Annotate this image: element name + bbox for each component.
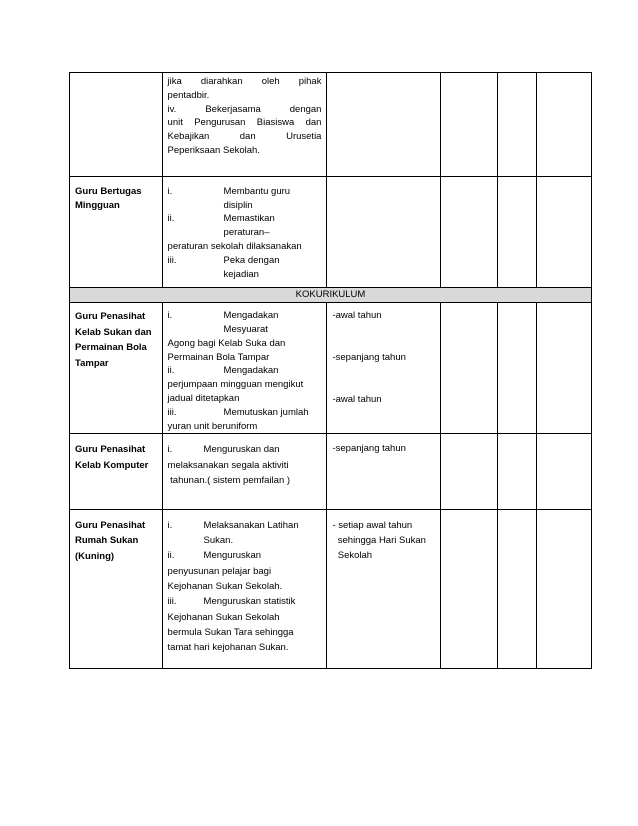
empty-cell [498, 303, 536, 434]
item-number: i. [167, 310, 173, 322]
empty-cell [536, 176, 591, 288]
time-text: Sekolah [332, 550, 373, 562]
role-label: Guru Penasihat Rumah Sukan (Kuning) [75, 519, 146, 562]
item-number: iii. [167, 254, 177, 266]
role-cell [70, 509, 163, 668]
duty-line: Menguruskan dan [203, 444, 280, 456]
empty-cell [441, 509, 498, 668]
duty-line: peraturan– [223, 227, 270, 239]
section-row [70, 288, 592, 303]
duty-line: Mengadakan [223, 365, 279, 377]
duty-line: pentadbir. [167, 89, 210, 101]
duty-line: yuran unit beruniform [167, 420, 258, 432]
duty-line: perjumpaan mingguan mengikut [167, 379, 304, 391]
time-cell [327, 303, 441, 434]
duty-line: kejadian [223, 268, 259, 280]
duty-line: melaksanakan segala aktiviti [167, 459, 289, 471]
table-row [70, 176, 592, 288]
duty-line: Menguruskan [203, 550, 262, 562]
role-cell [70, 73, 163, 177]
time-cell [327, 73, 441, 177]
time-text: -sepanjang tahun [332, 443, 406, 455]
empty-cell [441, 303, 498, 434]
empty-cell [536, 434, 591, 510]
duty-line: Peperiksaan Sekolah. [167, 144, 260, 156]
empty-cell [536, 509, 591, 668]
duty-line: jadual ditetapkan [167, 392, 240, 404]
duty-cell [162, 73, 327, 177]
duty-line: Mesyuarat [223, 323, 268, 335]
table-row [70, 73, 592, 177]
duty-line: disiplin [223, 199, 253, 211]
role-cell [70, 176, 163, 288]
table-row [70, 509, 592, 668]
duty-line: bermula Sukan Tara sehingga [167, 626, 294, 638]
item-number: i. [167, 519, 173, 531]
role-cell [70, 303, 163, 434]
empty-cell [441, 434, 498, 510]
duty-cell [162, 303, 327, 434]
item-number: iii. [167, 596, 177, 608]
role-label: Guru Penasihat Kelab Komputer [75, 444, 149, 471]
duty-table [69, 72, 592, 669]
duty-line: Agong bagi Kelab Suka dan [167, 337, 286, 349]
section-header: KOKURIKULUM [70, 288, 592, 303]
time-cell [327, 176, 441, 288]
duty-line: Sukan. [203, 535, 234, 547]
empty-cell [536, 303, 591, 434]
item-number: ii. [167, 550, 175, 562]
duty-line: Kebajikan dan Urusetia [167, 131, 322, 143]
time-text: sehingga Hari Sukan [332, 535, 426, 547]
time-cell [327, 509, 441, 668]
duty-line: Memutuskan jumlah [223, 406, 309, 418]
empty-cell [498, 176, 536, 288]
duty-line: Kejohanan Sukan Sekolah. [167, 581, 283, 593]
duty-line: tahunan.( sistem pemfailan ) [167, 475, 291, 487]
duty-cell [162, 509, 327, 668]
time-text: -sepanjang tahun [332, 351, 406, 363]
role-label: Guru Penasihat Kelab Sukan dan Permainan Bola Tampar [75, 311, 152, 369]
duty-line: Membantu guru [223, 185, 291, 197]
duty-line: Kejohanan Sukan Sekolah [167, 611, 280, 623]
duty-line: Peka dengan [223, 254, 280, 266]
table-row [70, 303, 592, 434]
duty-line: Melaksanakan Latihan [203, 519, 299, 531]
item-number: ii. [167, 365, 175, 377]
duty-line: unit Pengurusan Biasiswa dan [167, 117, 322, 129]
item-number: i. [167, 185, 173, 197]
item-number: ii. [167, 213, 175, 225]
duty-line: Menguruskan statistik [203, 596, 296, 608]
duty-cell [162, 434, 327, 510]
empty-cell [498, 73, 536, 177]
empty-cell [441, 73, 498, 177]
empty-cell [441, 176, 498, 288]
empty-cell [536, 73, 591, 177]
duty-line: Memastikan [223, 213, 275, 225]
item-number: i. [167, 444, 173, 456]
duty-line: Mengadakan [223, 310, 279, 322]
duty-cell [162, 176, 327, 288]
duty-line: jika diarahkan oleh pihak [167, 76, 322, 87]
time-text: -awal tahun [332, 310, 382, 322]
table-row [70, 434, 592, 510]
duty-line: tamat hari kejohanan Sukan. [167, 642, 289, 654]
time-text: -awal tahun [332, 393, 382, 405]
time-text: - setiap awal tahun [332, 519, 413, 531]
time-cell [327, 434, 441, 510]
duty-line: penyusunan pelajar bagi [167, 565, 272, 577]
empty-cell [498, 509, 536, 668]
duty-line: Permainan Bola Tampar [167, 351, 270, 363]
duty-line: peraturan sekolah dilaksanakan [167, 240, 302, 252]
role-label: Guru Bertugas Mingguan [75, 185, 142, 211]
empty-cell [498, 434, 536, 510]
duty-line: iv. Bekerjasama dengan [167, 103, 322, 115]
role-cell [70, 434, 163, 510]
item-number: iii. [167, 406, 177, 418]
